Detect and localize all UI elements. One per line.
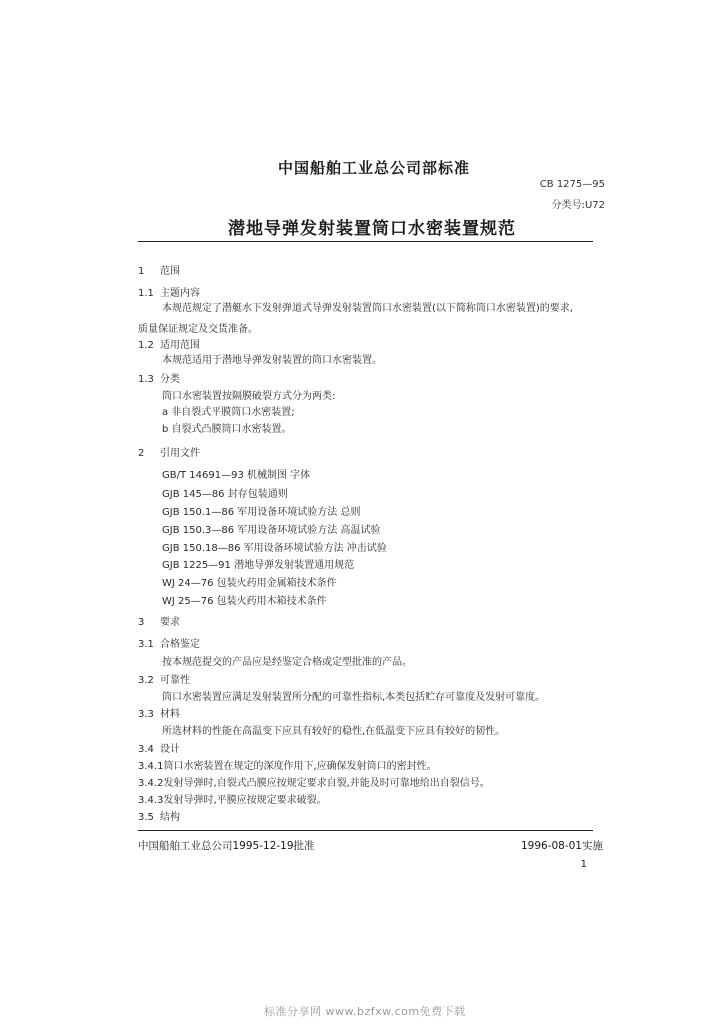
watermark-text: 标准分享网 www.bzfxw.com免费下载	[264, 1005, 466, 1018]
body-line: a 非自裂式平膜筒口水密装置;	[162, 407, 295, 418]
body-line: 3.2 可靠性	[138, 675, 190, 686]
reference-item: GJB 150.18—86 军用设备环境试验方法 冲击试验	[162, 543, 387, 554]
body-line: 本规范适用于潜地导弹发射装置的筒口水密装置。	[162, 355, 382, 366]
body-line: 筒口水密装置按隔膜破裂方式分为两类:	[162, 391, 336, 402]
footer-rule	[138, 830, 593, 831]
reference-item: WJ 24—76 包装火药用金属箱技术条件	[162, 578, 337, 589]
body-line: 3.4.2发射导弹时,自裂式凸膜应按规定要求自裂,并能及时可靠地给出自裂信号。	[138, 778, 490, 789]
body-line: 1.3 分类	[138, 374, 180, 385]
body-line: 2 引用文件	[138, 448, 200, 459]
approval-date: 中国船舶工业总公司1995-12-19批准	[138, 840, 315, 852]
body-line: 1.2 适用范围	[138, 340, 200, 351]
body-line: 筒口水密装置应满足发射装置所分配的可靠性指标,本类包括贮存可靠度及发射可靠度。	[162, 692, 546, 703]
body-line: 1.1 主题内容	[138, 288, 200, 299]
page-number: 1	[580, 859, 587, 870]
body-line: 1 范围	[138, 266, 180, 277]
body-line: 本规范规定了潜艇水下发射弹道式导弹发射装置筒口水密装置(以下简称筒口水密装置)的要求,	[162, 303, 573, 314]
body-line: b 自裂式凸膜筒口水密装置。	[162, 424, 292, 435]
body-line: 所选材料的性能在高温变下应具有较好的稳性,在低温变下应具有较好的韧性。	[162, 726, 506, 737]
body-line: 3.4 设计	[138, 744, 180, 755]
issuing-organization: 中国船舶工业总公司部标准	[278, 159, 471, 177]
reference-item: GJB 1225—91 潜地导弹发射装置通用规范	[162, 560, 355, 571]
body-line: 3.1 合格鉴定	[138, 639, 200, 650]
reference-item: GJB 150.1—86 军用设备环境试验方法 总则	[162, 507, 361, 518]
reference-item: GB/T 14691—93 机械制图 字体	[162, 470, 311, 481]
body-line: 3 要求	[138, 617, 180, 628]
reference-item: GJB 145—86 封存包装通则	[162, 489, 288, 500]
body-line: 3.4.1筒口水密装置在规定的深度作用下,应确保发射筒口的密封性。	[138, 761, 437, 772]
body-line: 3.4.3发射导弹时,平膜应按规定要求破裂。	[138, 795, 327, 806]
reference-item: GJB 150.3—86 军用设备环境试验方法 高温试验	[162, 525, 381, 536]
body-line: 按本规范提交的产品应是经鉴定合格或定型批准的产品。	[162, 657, 412, 668]
effective-date: 1996-08-01实施	[520, 840, 603, 852]
body-line: 3.3 材料	[138, 709, 180, 720]
body-line: 3.5 结构	[138, 812, 180, 823]
standard-code: CB 1275—95	[539, 179, 605, 190]
reference-item: WJ 25—76 包装火药用木箱技术条件	[162, 596, 327, 607]
document-title: 潜地导弹发射装置筒口水密装置规范	[228, 219, 516, 239]
body-line: 质量保证规定及交货准备。	[138, 324, 258, 335]
header-rule	[138, 241, 593, 242]
classification-number: 分类号:U72	[551, 200, 605, 211]
